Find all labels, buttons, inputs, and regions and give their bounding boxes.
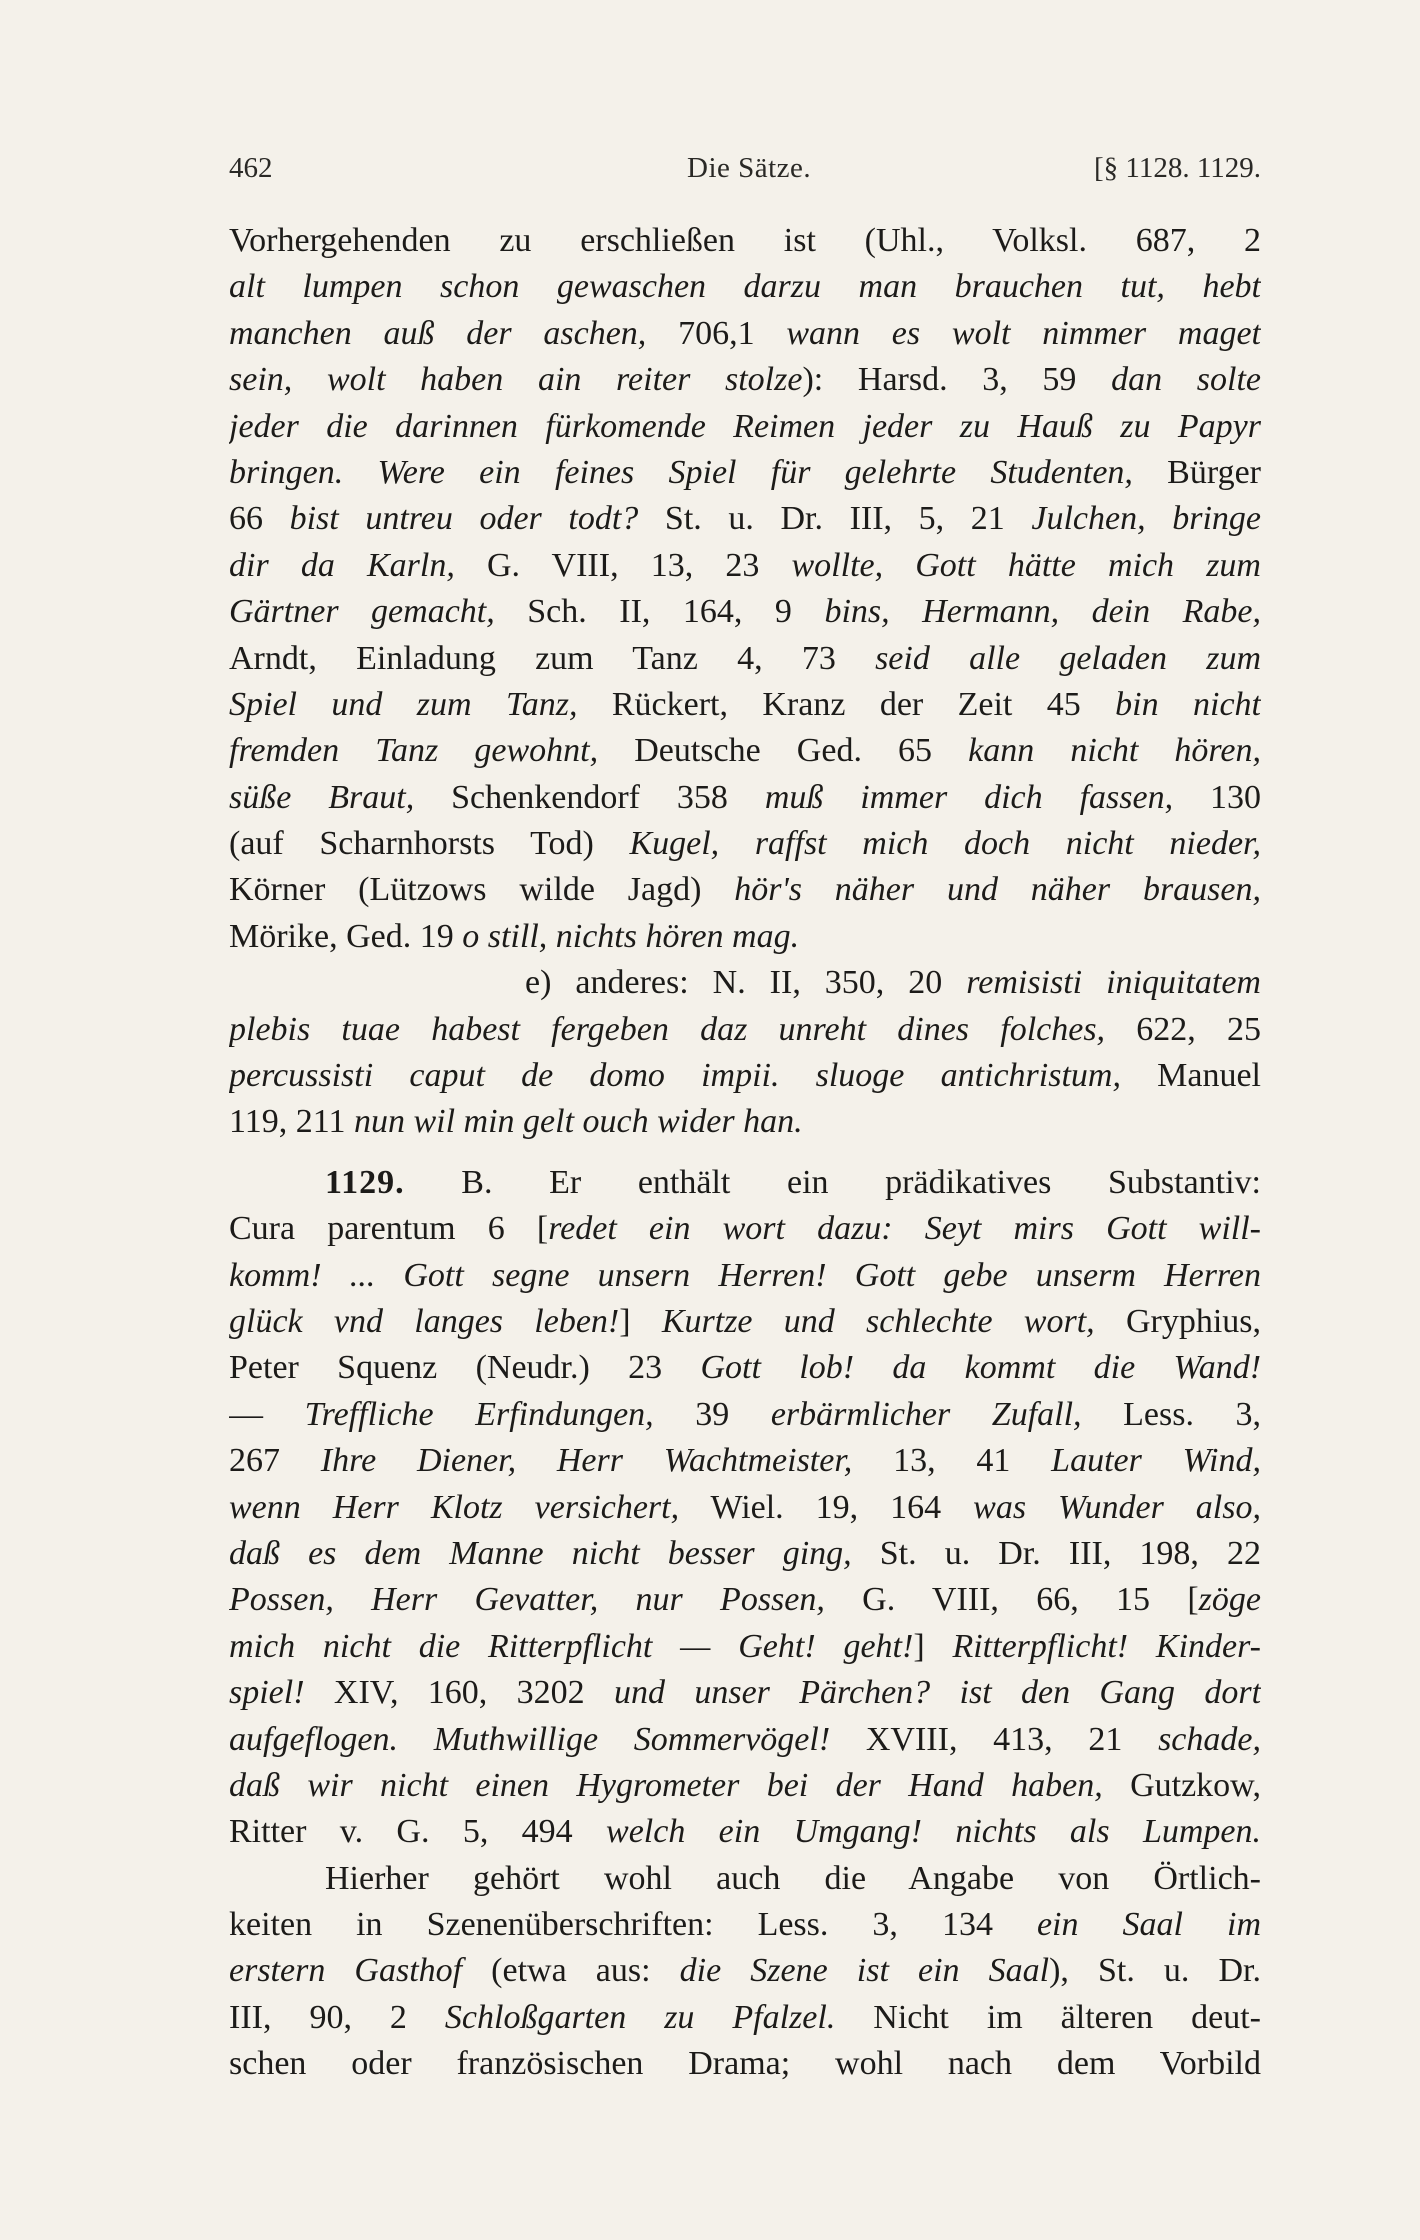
italic-quote: schade, xyxy=(1158,1720,1261,1758)
text-line xyxy=(229,821,1261,867)
text-line xyxy=(229,1531,1261,1577)
italic-quote: dir da Karln, xyxy=(229,546,455,584)
text-line xyxy=(229,636,1261,682)
text-run: ), St. u. Dr. xyxy=(1049,1952,1261,1990)
section-heading-line xyxy=(229,1160,1261,1206)
italic-quote: mich nicht die Ritterpflicht — Geht! geht! xyxy=(229,1627,914,1665)
italic-quote: wenn Herr Klotz versichert, xyxy=(229,1488,680,1526)
italic-quote: wollte, Gott hätte mich zum xyxy=(791,546,1261,584)
text-run: Less. 3, xyxy=(1081,1395,1261,1433)
section-number: 1129. xyxy=(325,1163,405,1201)
italic-quote: Schloßgarten zu Pfalzel. xyxy=(444,1998,836,2036)
text-run: 39 xyxy=(653,1395,771,1433)
italic-quote: percussisti caput de domo impii. sluoge antichristum, xyxy=(229,1057,1121,1095)
text-run: Peter Squenz (Neudr.) 23 xyxy=(229,1349,701,1387)
text-run: Arndt, Einladung zum Tanz 4, 73 xyxy=(229,639,876,677)
italic-quote: bins, Hermann, dein Rabe, xyxy=(824,593,1261,631)
italic-quote: muß immer dich fassen, xyxy=(764,778,1174,816)
text-line xyxy=(229,1763,1261,1809)
text-run: schen oder französischen Drama; wohl nach dem Vorbild xyxy=(229,2045,1261,2083)
italic-quote: süße Braut, xyxy=(229,778,415,816)
text-line xyxy=(229,728,1261,774)
italic-quote: Kurtze und schlechte wort, xyxy=(661,1302,1095,1340)
text-run: (auf Scharnhorsts Tod) xyxy=(229,825,630,863)
italic-quote: daß es dem Manne nicht besser ging, xyxy=(229,1534,852,1572)
italic-quote: zöge xyxy=(1198,1581,1261,1619)
text-line xyxy=(229,1299,1261,1345)
text-run: (etwa aus: xyxy=(462,1952,680,1990)
text-line xyxy=(229,1948,1261,1994)
text-line xyxy=(229,1253,1261,1299)
italic-quote: redet ein wort dazu: Seyt mirs Gott will- xyxy=(548,1210,1261,1248)
italic-quote: plebis tuae habest fergeben daz unreht dines folches, xyxy=(229,1010,1106,1048)
text-run: keiten in Szenenüberschriften: Less. 3, 134 xyxy=(229,1906,1037,1944)
text-run: G. VIII, 66, 15 [ xyxy=(824,1581,1199,1619)
italic-quote: kann nicht hören, xyxy=(968,732,1261,770)
text-line xyxy=(229,1995,1261,2041)
italic-quote: erstern Gasthof xyxy=(229,1952,463,1990)
italic-quote: remisisti iniquitatem xyxy=(966,964,1261,1002)
text-line xyxy=(229,1485,1261,1531)
text-run: 267 xyxy=(229,1442,321,1480)
italic-quote: aufgeflogen. Muthwillige Sommervögel! xyxy=(229,1720,831,1758)
italic-quote: sein, wolt haben ain reiter stolze xyxy=(229,361,803,399)
text-line xyxy=(229,914,1261,960)
text-run: 130 xyxy=(1173,778,1261,816)
text-line xyxy=(229,1099,1261,1145)
italic-quote: erbärmlicher Zufall, xyxy=(770,1395,1082,1433)
text-line xyxy=(229,1902,1261,1948)
text-run: Wiel. 19, 164 xyxy=(679,1488,974,1526)
text-line xyxy=(229,311,1261,357)
text-run: 706,1 xyxy=(646,314,787,352)
italic-quote: daß wir nicht einen Hygrometer bei der Hand haben, xyxy=(229,1766,1103,1804)
italic-quote: ein Saal im xyxy=(1036,1906,1261,1944)
text-run: Körner (Lützows wilde Jagd) xyxy=(229,871,735,909)
text-run: XVIII, 413, 21 xyxy=(830,1720,1159,1758)
italic-quote: dan solte xyxy=(1111,361,1261,399)
italic-quote: Possen, Herr Gevatter, nur Possen, xyxy=(229,1581,825,1619)
text-run: Cura parentum 6 [ xyxy=(229,1210,549,1248)
text-run: XIV, 160, 3202 xyxy=(304,1674,614,1712)
text-line xyxy=(229,264,1261,310)
italic-quote: nun wil min gelt ouch wider han. xyxy=(353,1103,803,1141)
text-run: Sch. II, 164, 9 xyxy=(494,593,825,631)
italic-quote: jeder die darinnen fürkomende Reimen jeder zu Hauß zu Papyr xyxy=(229,407,1261,445)
text-run: — xyxy=(229,1395,305,1433)
text-line xyxy=(229,1438,1261,1484)
italic-quote: Julchen, bringe xyxy=(1031,500,1261,538)
text-run: Hierher gehört wohl auch die Angabe von Örtlich- xyxy=(325,1859,1261,1897)
text-run: 66 xyxy=(229,500,290,538)
text-line xyxy=(229,1206,1261,1252)
text-run: Gryphius, xyxy=(1094,1302,1261,1340)
text-run: G. VIII, 13, 23 xyxy=(454,546,792,584)
text-line xyxy=(229,1007,1261,1053)
text-run: 119, 211 xyxy=(229,1103,354,1141)
italic-quote: komm! ... Gott segne unsern Herren! Gott gebe unserm Herren xyxy=(229,1256,1261,1294)
italic-quote: bringen. Were ein feines Spiel für gelehrte Studenten, xyxy=(229,453,1133,491)
text-run: Vorhergehenden zu erschließen ist (Uhl., Volksl. 687, 2 xyxy=(229,222,1261,259)
text-run: e) anderes: N. II, 350, 20 xyxy=(525,964,967,1002)
body-text xyxy=(229,218,1261,2088)
italic-quote: Kugel, raffst mich doch nicht nieder, xyxy=(629,825,1261,863)
text-line xyxy=(229,218,1261,264)
italic-quote: alt lumpen schon gewaschen darzu man brauchen tut, hebt xyxy=(229,268,1261,306)
text-run: Deutsche Ged. 65 xyxy=(598,732,969,770)
text-run: III, 90, 2 xyxy=(229,1998,445,2036)
text-line xyxy=(229,1053,1261,1099)
italic-quote: was Wunder also, xyxy=(973,1488,1261,1526)
text-line xyxy=(229,867,1261,913)
text-run: Gutzkow, xyxy=(1102,1766,1261,1804)
italic-quote: Gott lob! da kommt die Wand! xyxy=(700,1349,1261,1387)
text-run: 622, 25 xyxy=(1105,1010,1261,1048)
italic-quote: fremden Tanz gewohnt, xyxy=(229,732,599,770)
text-run: ] xyxy=(913,1627,953,1665)
text-run: Ritter v. G. 5, 494 xyxy=(229,1813,607,1851)
italic-quote: die Szene ist ein Saal xyxy=(679,1952,1050,1990)
italic-quote: welch ein Umgang! nichts als Lumpen. xyxy=(606,1813,1261,1851)
page-number: 462 xyxy=(229,152,273,184)
text-line xyxy=(229,357,1261,403)
italic-quote: seid alle geladen zum xyxy=(875,639,1261,677)
text-run: Rückert, Kranz der Zeit 45 xyxy=(577,685,1116,723)
text-line xyxy=(229,404,1261,450)
section-reference: [§ 1128. 1129. xyxy=(1093,152,1261,184)
text-run: ): Harsd. 3, 59 xyxy=(802,361,1112,399)
text-run: ] xyxy=(619,1302,662,1340)
text-line xyxy=(229,682,1261,728)
italic-quote: Lauter Wind, xyxy=(1051,1442,1261,1480)
text-line xyxy=(229,960,1261,1006)
text-line xyxy=(229,1577,1261,1623)
text-line xyxy=(229,775,1261,821)
running-head xyxy=(229,148,1261,188)
italic-quote: spiel! xyxy=(229,1674,305,1712)
text-line xyxy=(229,2041,1261,2087)
italic-quote: o still, nichts hören mag. xyxy=(462,917,800,955)
text-run: Schenkendorf 358 xyxy=(414,778,765,816)
italic-quote: Gärtner gemacht, xyxy=(229,593,495,631)
text-line xyxy=(229,1856,1261,1902)
text-line xyxy=(229,1670,1261,1716)
text-line xyxy=(229,1717,1261,1763)
text-run: 13, 41 xyxy=(852,1442,1052,1480)
italic-quote: bist untreu oder todt? xyxy=(289,500,639,538)
italic-quote: glück vnd langes leben! xyxy=(229,1302,620,1340)
text-run: Manuel xyxy=(1120,1057,1261,1095)
text-line xyxy=(229,496,1261,542)
text-run: Nicht im älteren deut- xyxy=(835,1998,1261,2036)
text-line xyxy=(229,1809,1261,1855)
italic-quote: manchen auß der aschen, xyxy=(229,314,647,352)
text-line xyxy=(229,450,1261,496)
italic-quote: wann es wolt nimmer maget xyxy=(786,314,1261,352)
text-line xyxy=(229,1624,1261,1670)
text-run: B. Er enthält ein prädikatives Substantiv: xyxy=(404,1163,1261,1201)
text-run: Bürger xyxy=(1132,453,1261,491)
text-line xyxy=(229,1392,1261,1438)
italic-quote: Spiel und zum Tanz, xyxy=(229,685,578,723)
italic-quote: bin nicht xyxy=(1115,685,1261,723)
text-line xyxy=(229,1345,1261,1391)
text-line xyxy=(229,543,1261,589)
text-run: St. u. Dr. III, 5, 21 xyxy=(638,500,1032,538)
italic-quote: und unser Pärchen? ist den Gang dort xyxy=(614,1674,1261,1712)
italic-quote: Ihre Diener, Herr Wachtmeister, xyxy=(320,1442,853,1480)
italic-quote: Treffliche Erfindungen, xyxy=(304,1395,654,1433)
text-run: Mörike, Ged. 19 xyxy=(229,917,463,955)
italic-quote: hör's näher und näher brausen, xyxy=(734,871,1261,909)
italic-quote: Ritterpflicht! Kinder- xyxy=(952,1627,1261,1665)
text-run: St. u. Dr. III, 198, 22 xyxy=(851,1534,1261,1572)
running-title: Die Sätze. xyxy=(687,152,812,184)
text-line xyxy=(229,589,1261,635)
